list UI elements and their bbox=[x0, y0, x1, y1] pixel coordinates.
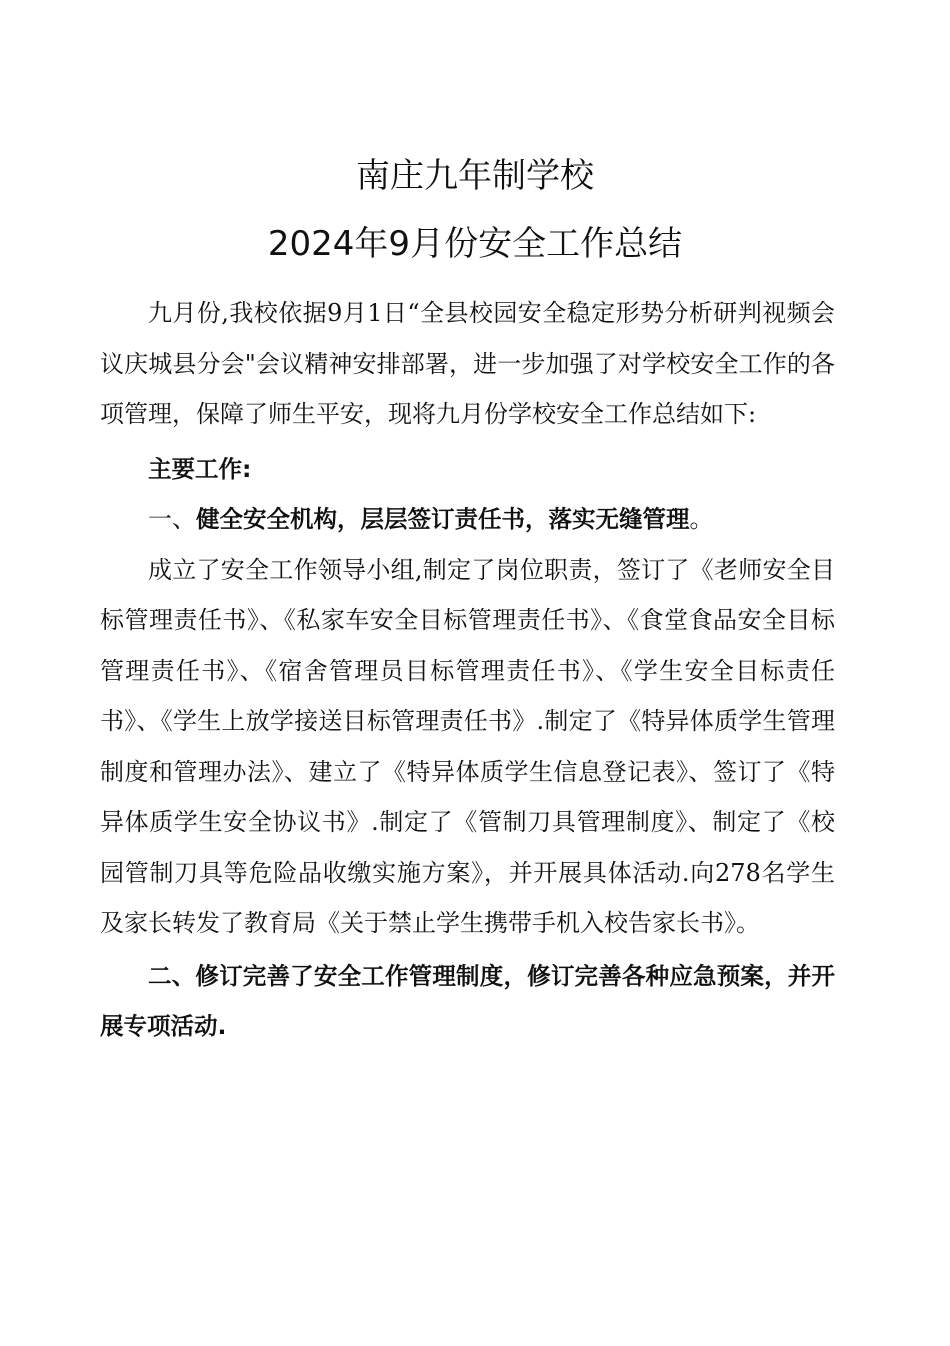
document-subtitle: 2024年9月份安全工作总结 bbox=[267, 224, 683, 264]
section-1-number: 一、 bbox=[148, 505, 196, 533]
document-body bbox=[100, 288, 835, 1052]
section-2-heading: 二、修订完善了安全工作管理制度，修订完善各种应急预案，并开展专项活动. bbox=[100, 961, 835, 1040]
section-1-period: 。 bbox=[689, 505, 714, 533]
section-1-heading bbox=[100, 494, 835, 545]
document-title: 南庄九年制学校 bbox=[356, 156, 594, 196]
section-1-title: 健全安全机构，层层签订责任书，落实无缝管理 bbox=[196, 505, 690, 533]
main-work-heading: 主要工作: bbox=[148, 454, 252, 483]
intro-paragraph: 九月份,我校依据9月1日“全县校园安全稳定形势分析研判视频会议庆城县分会"会议精神安排部署，进一步加强了对学校安全工作的各项管理，保障了师生平安，现将九月份学校安全工作总结如下: bbox=[100, 299, 835, 428]
section-1-body: 成立了安全工作领导小组,制定了岗位职责，签订了《老师安全目标管理责任书》、《私家车安全目标管理责任书》、《食堂食品安全目标管理责任书》、《宿舍管理员目标管理责任书》、《学生安全目标责任书》、《学生上放学接送目标管理责任书》.制定了《特异体质学生管理制度和管理办法》、建立了《特异体质学生信息登记表》、签订了《特异体质学生安全协议书》.制定了《管制刀具管理制度》、制定了《校园管制刀具等危险品收缴实施方案》，并开展具体活动.向278名学生及家长转发了教育局《关于禁止学生携带手机入校告家长书》。 bbox=[100, 555, 835, 937]
